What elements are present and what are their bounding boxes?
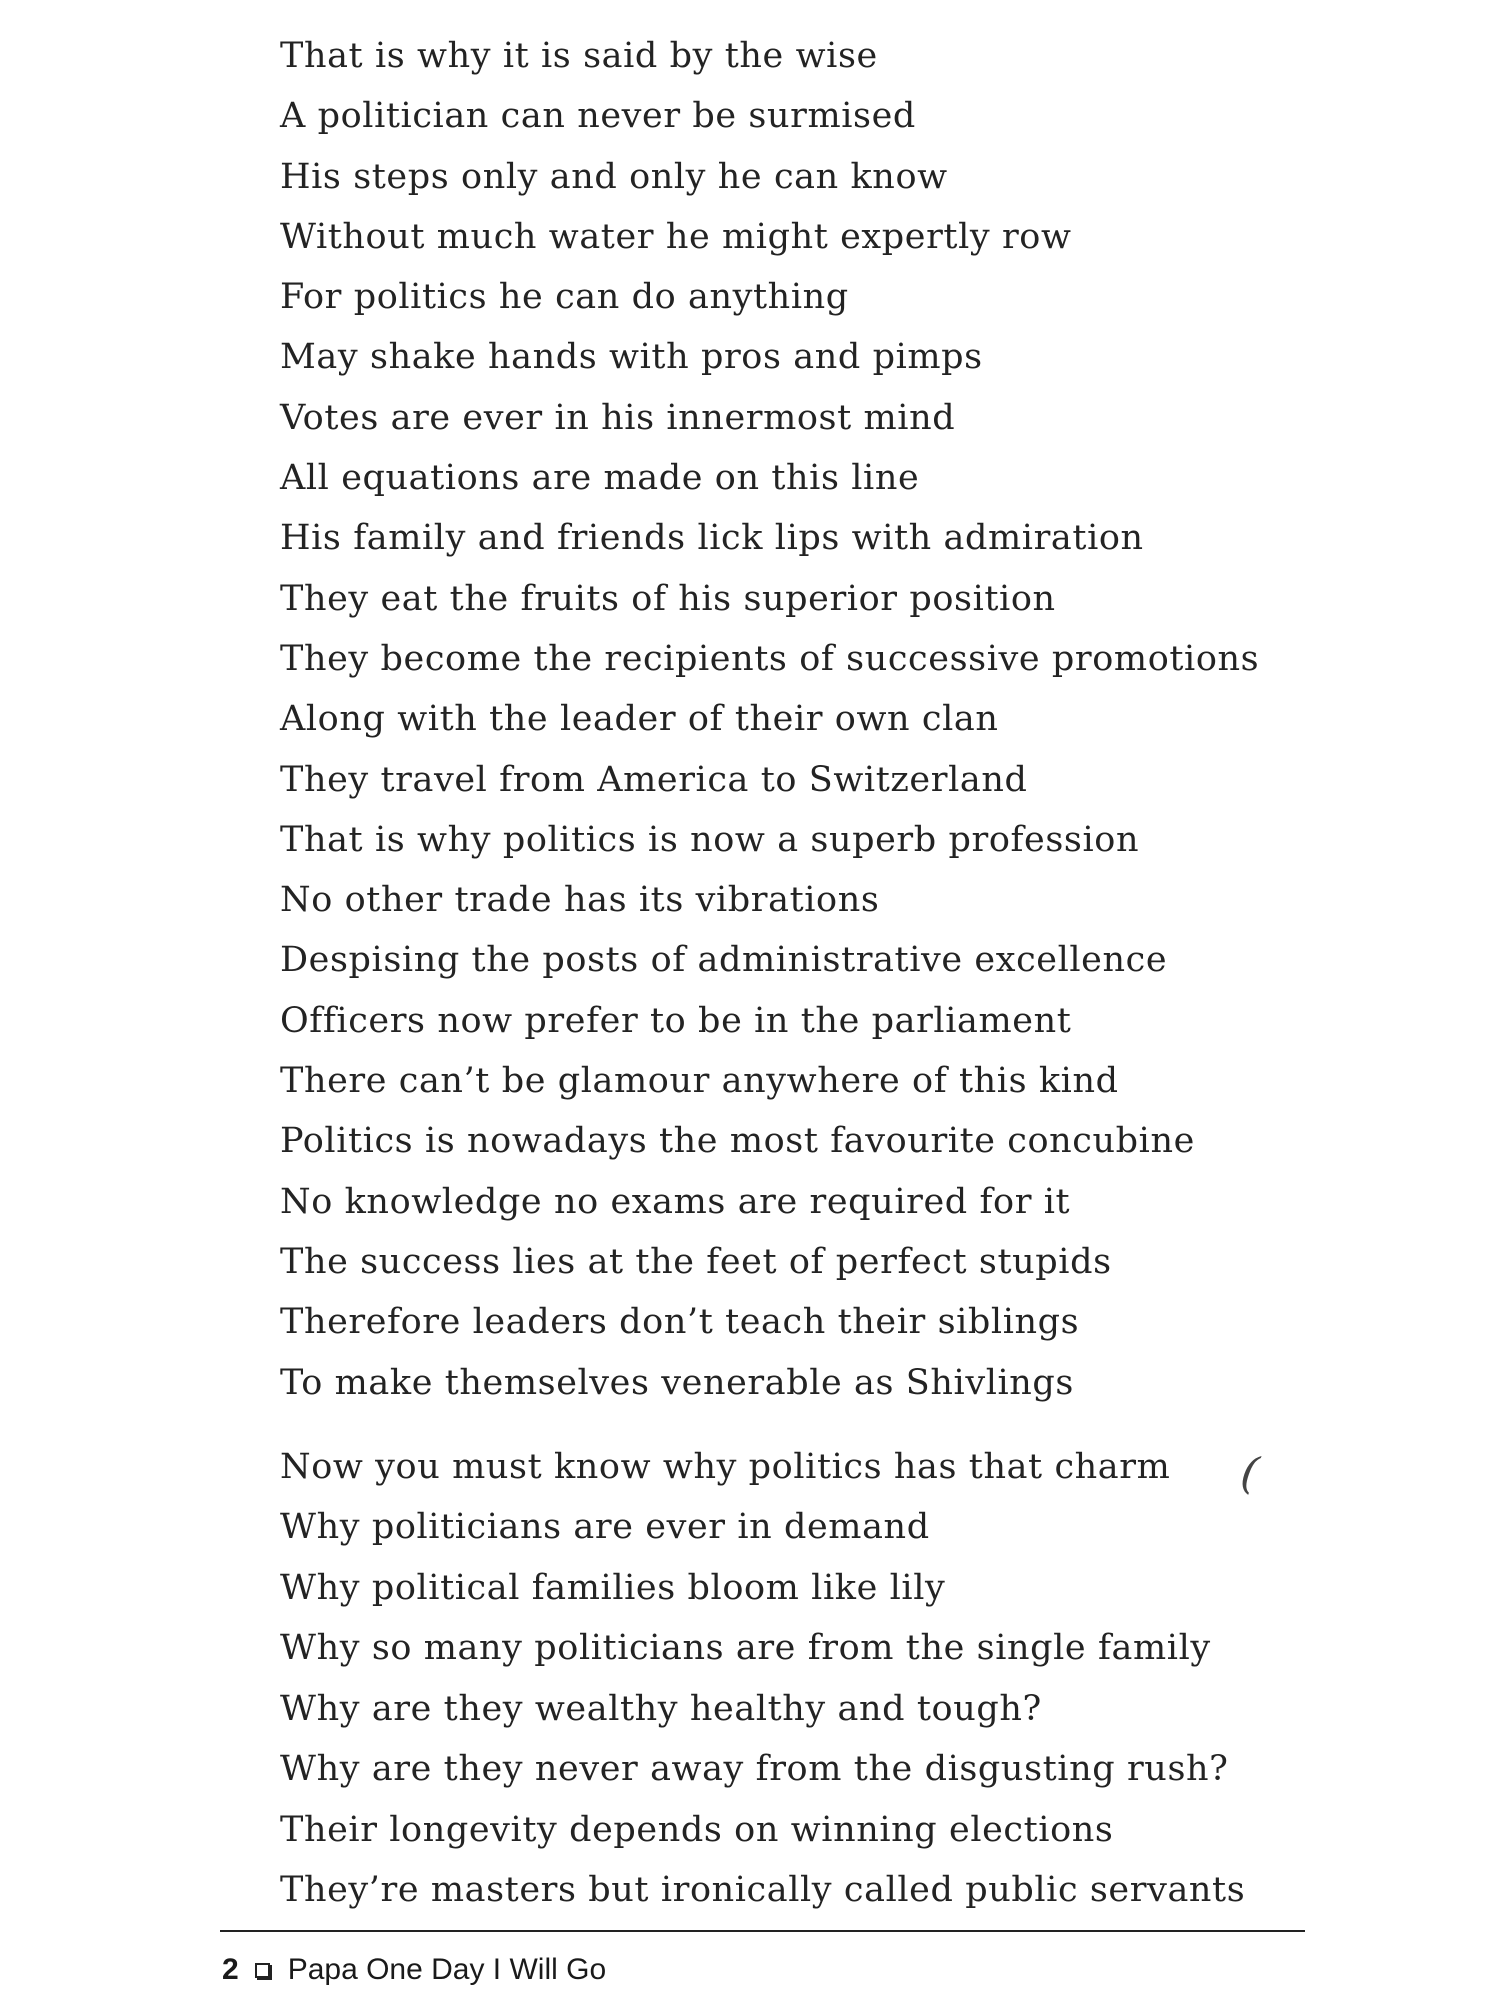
poem-line: No knowledge no exams are required for it	[280, 1181, 1071, 1222]
poem-line: That is why it is said by the wise	[280, 36, 878, 76]
poem-line: They eat the fruits of his superior position	[280, 578, 1056, 619]
poem-line: His family and friends lick lips with admiration	[280, 518, 1144, 559]
poem-line: They’re masters but ironically called public servants	[280, 1870, 1246, 1911]
poem-line: Why political families bloom like lily	[280, 1567, 946, 1608]
poem-line: All equations are made on this line	[280, 458, 920, 499]
poem-line: To make themselves venerable as Shivlings	[280, 1362, 1074, 1403]
poem-line: Why are they wealthy healthy and tough?	[280, 1688, 1042, 1729]
poem-line: Why so many politicians are from the single family	[280, 1628, 1211, 1669]
poem-line: Without much water he might expertly row	[280, 216, 1072, 257]
poem-line: No other trade has its vibrations	[280, 880, 880, 921]
poem-line: Despising the posts of administrative excellence	[280, 940, 1168, 981]
poem-line: Why are they never away from the disgusting rush?	[280, 1749, 1229, 1790]
poem-line: A politician can never be surmised	[280, 96, 916, 137]
square-bullet-icon	[255, 1963, 270, 1978]
poem-line: Politics is nowadays the most favourite concubine	[280, 1121, 1195, 1162]
poem-body	[280, 26, 1360, 1921]
poem-line: Why politicians are ever in demand	[280, 1507, 930, 1548]
book-title: Papa One Day I Will Go	[287, 1953, 607, 1986]
footer-rule	[220, 1930, 1305, 1932]
stanza	[280, 1437, 1360, 1921]
poem-line: His steps only and only he can know	[280, 156, 948, 197]
poem-line: Officers now prefer to be in the parliament	[280, 1000, 1072, 1041]
poem-line: That is why politics is now a superb profession	[280, 819, 1140, 860]
poem-line: For politics he can do anything	[280, 277, 849, 318]
poem-line: Votes are ever in his innermost mind	[280, 397, 956, 438]
poem-line: May shake hands with pros and pimps	[280, 337, 983, 378]
poem-line: Now you must know why politics has that charm	[280, 1446, 1171, 1487]
poem-line: They travel from America to Switzerland	[280, 759, 1028, 800]
poem-line: The success lies at the feet of perfect stupids	[280, 1241, 1112, 1282]
page-number: 2	[222, 1953, 239, 1986]
page-footer	[222, 1950, 606, 1990]
poem-line: Therefore leaders don’t teach their siblings	[280, 1302, 1080, 1343]
stanza	[280, 26, 1360, 1413]
poem-line: They become the recipients of successive promotions	[280, 638, 1260, 679]
margin-pencil-mark: (	[1237, 1447, 1262, 1500]
poem-line: There can’t be glamour anywhere of this kind	[280, 1061, 1119, 1102]
poem-line: Their longevity depends on winning elections	[280, 1809, 1114, 1850]
poem-line: Along with the leader of their own clan	[280, 699, 999, 740]
